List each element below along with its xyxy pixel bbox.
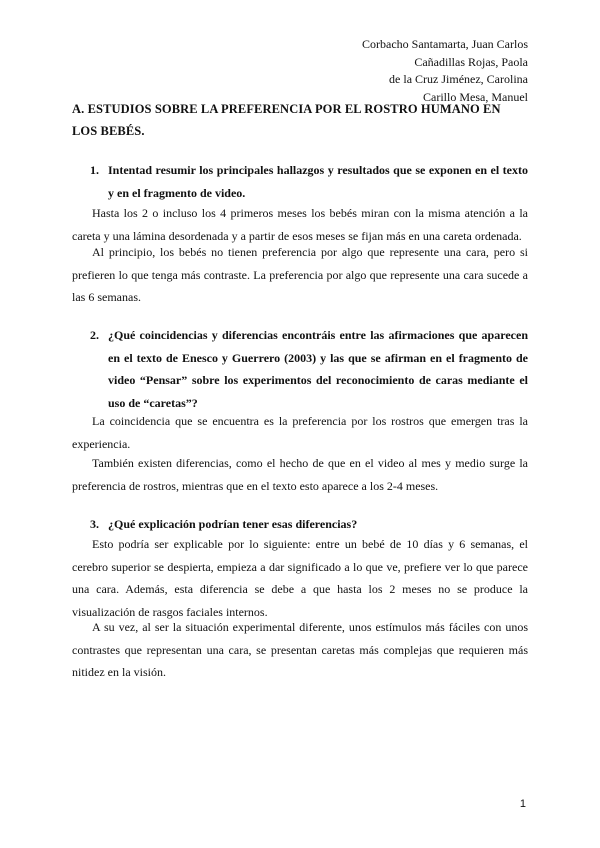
answer-paragraph: Esto podría ser explicable por lo siguiente: entre un bebé de 10 días y 6 semanas, el cerebro superior se despierta, empieza a dar significado a lo que ve, prefiere ver lo que parece una cara. Además, esta diferencia se debe a que hasta los 2 meses no se produce la visualización de rasgos faciales internos. [72,537,528,619]
author-name: Carillo Mesa, Manuel [423,89,528,104]
answer-paragraph: A su vez, al ser la situación experimental diferente, unos estímulos más fáciles con unos contrastes que representan una cara, se presentan caretas más complejas que requieren más nitidez en la visión. [72,620,528,679]
question-2 [90,324,528,414]
author-name: Corbacho Santamarta, Juan Carlos [362,37,528,51]
author-name: de la Cruz Jiménez, Carolina [389,72,528,86]
author-name: Cañadillas Rojas, Paola [414,54,528,69]
answer-paragraph: La coincidencia que se encuentra es la preferencia por los rostros que emergen tras la experiencia. [72,414,528,451]
answer-paragraph: Hasta los 2 o incluso los 4 primeros meses los bebés miran con la misma atención a la careta y una lámina desordenada y a partir de esos meses se fijan más en una careta ordenada. [72,206,528,243]
answer-paragraph: También existen diferencias, como el hecho de que en el video al mes y medio surge la preferencia de rostros, mientras que en el texto esto aparece a los 2-4 meses. [72,456,528,493]
answer-paragraph: Al principio, los bebés no tienen preferencia por algo que represente una cara, pero si prefieren lo que tenga más contraste. La preferencia por algo que represente una cara sucede a las 6 semanas. [72,245,528,304]
page-number: 1 [519,798,526,810]
question-number: 2. [90,328,99,342]
question-text: Intentad resumir los principales hallazgos y resultados que se exponen en el texto y en el fragmento de video. [108,163,528,200]
question-text: ¿Qué coincidencias y diferencias encontráis entre las afirmaciones que aparecen en el texto de Enesco y Guerrero (2003) y las que se afirman en el fragmento de video “Pensar” sobre los experimentos del reconocimiento de caras mediante el uso de “caretas”? [108,328,528,410]
question-number: 3. [90,517,99,531]
question-number: 1. [90,163,99,177]
author-list [362,36,528,106]
question-1 [90,159,528,204]
section-title: A. ESTUDIOS SOBRE LA PREFERENCIA POR EL ROSTRO HUMANO EN LOS BEBÉS. [72,102,501,138]
question-text: ¿Qué explicación podrían tener esas diferencias? [108,517,358,531]
